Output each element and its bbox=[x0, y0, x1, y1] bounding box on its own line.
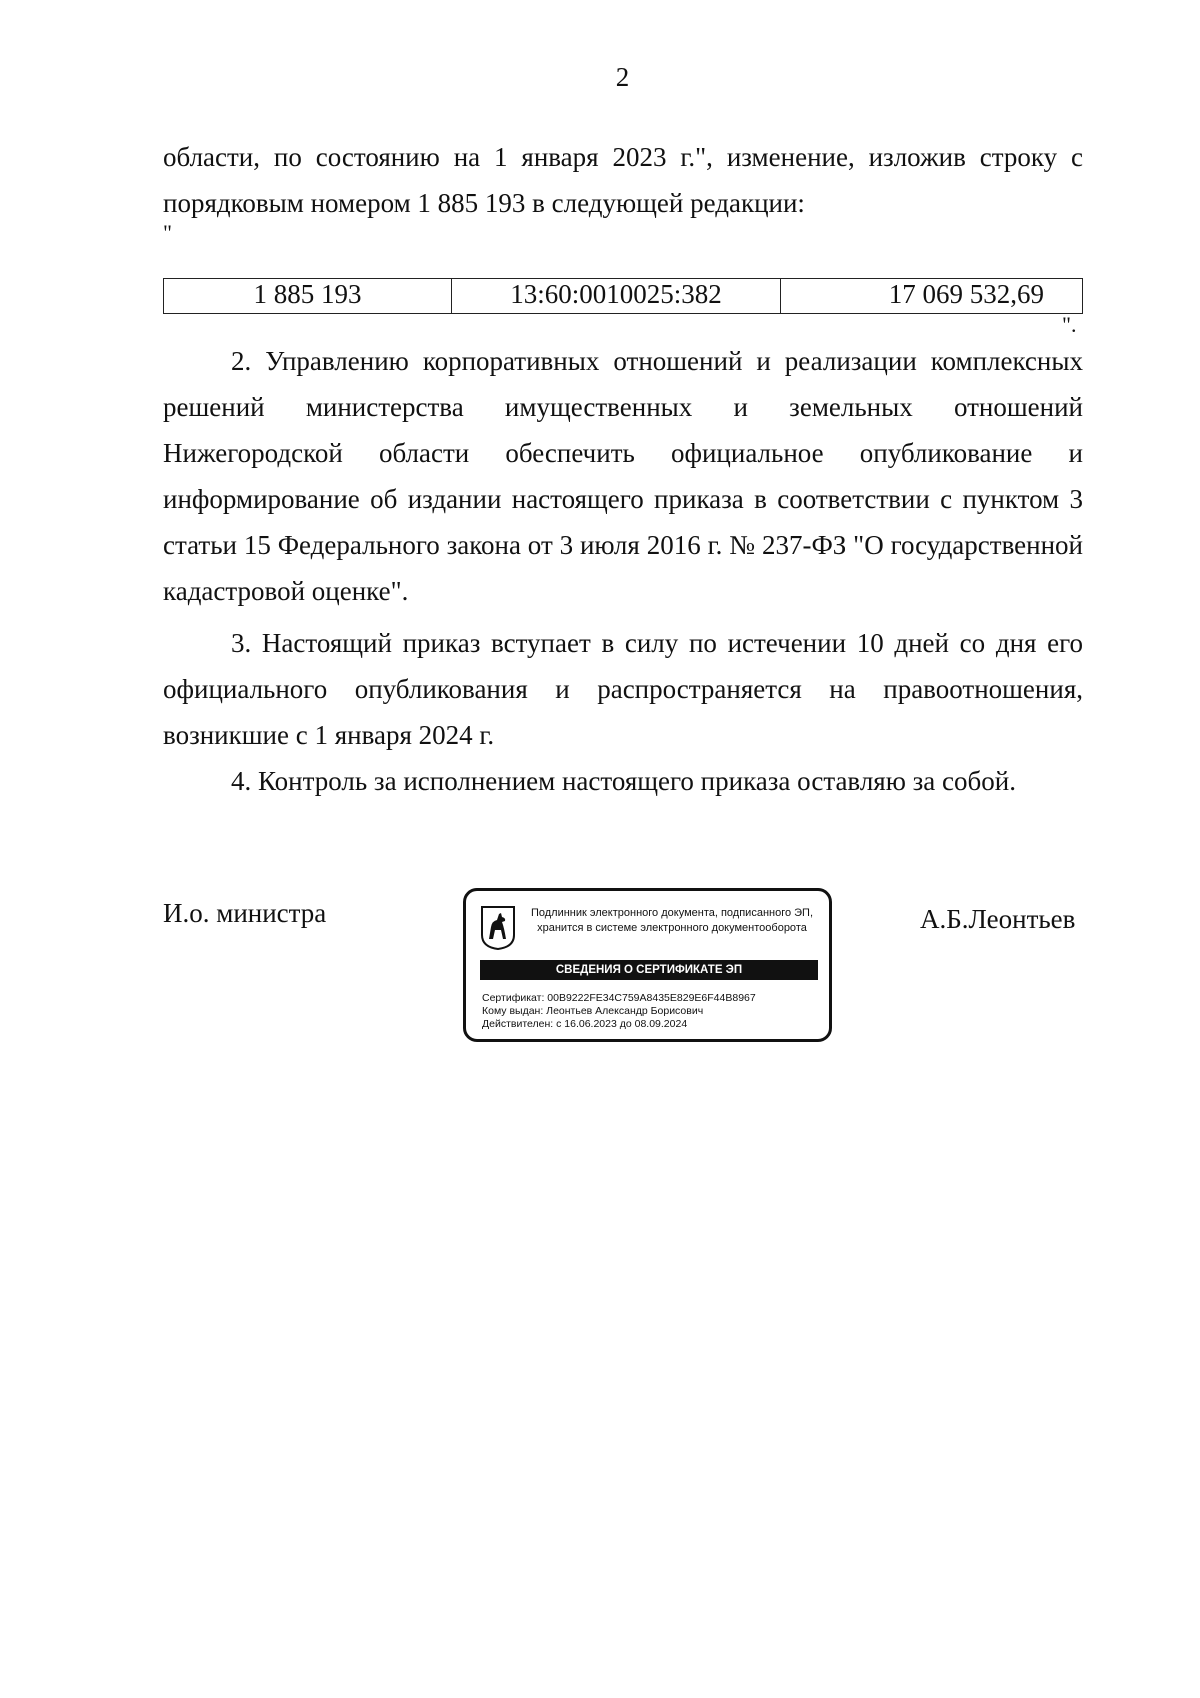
intro-paragraph: области, по состоянию на 1 января 2023 г.", изменение, изложив строку с порядковым номером 1 885 193 в следующей редакции: bbox=[163, 142, 1083, 218]
cadastral-row-table bbox=[163, 278, 1083, 314]
signatory-name: А.Б.Леонтьев bbox=[920, 904, 1076, 934]
row-number-cell: 1 885 193 bbox=[164, 279, 452, 314]
cadastral-value-cell: 17 069 532,69 bbox=[781, 279, 1083, 314]
electronic-signature-stamp bbox=[463, 888, 832, 1042]
signatory-title: И.о. министра bbox=[163, 898, 327, 928]
stamp-validity: Действителен: с 16.06.2023 до 08.09.2024 bbox=[482, 1018, 688, 1030]
stamp-line-2: хранится в системе электронного документооборота bbox=[537, 922, 807, 934]
stamp-certificate: Сертификат: 00B9222FE34C759A8435E829E6F44B8967 bbox=[482, 992, 756, 1004]
closing-quote: ". bbox=[1062, 312, 1077, 337]
stamp-header: СВЕДЕНИЯ О СЕРТИФИКАТЕ ЭП bbox=[480, 960, 818, 980]
paragraph-4: 4. Контроль за исполнением настоящего приказа оставляю за собой. bbox=[231, 766, 1016, 796]
paragraph-2: 2. Управлению корпоративных отношений и реализации комплексных решений министерства имущественных и земельных отношений Нижегородской области обеспечить официальное опубликование и информирование об издании настоящего приказа в соответствии с пунктом 3 статьи 15 Федерального закона от 3 июля 2016 г. № 237-ФЗ "О государственной кадастровой оценке". bbox=[163, 346, 1083, 606]
stamp-issued-to: Кому выдан: Леонтьев Александр Борисович bbox=[482, 1005, 704, 1017]
paragraph-3: 3. Настоящий приказ вступает в силу по истечении 10 дней со дня его официального опубликования и распространяется на правоотношения, возникшие с 1 января 2024 г. bbox=[163, 628, 1083, 750]
cadastral-number-cell: 13:60:0010025:382 bbox=[452, 279, 781, 314]
page-number: 2 bbox=[615, 62, 630, 92]
stamp-line-1: Подлинник электронного документа, подписанного ЭП, bbox=[530, 907, 814, 919]
opening-quote: " bbox=[163, 220, 172, 245]
coat-of-arms-icon bbox=[480, 905, 516, 951]
table-row bbox=[164, 279, 1083, 314]
